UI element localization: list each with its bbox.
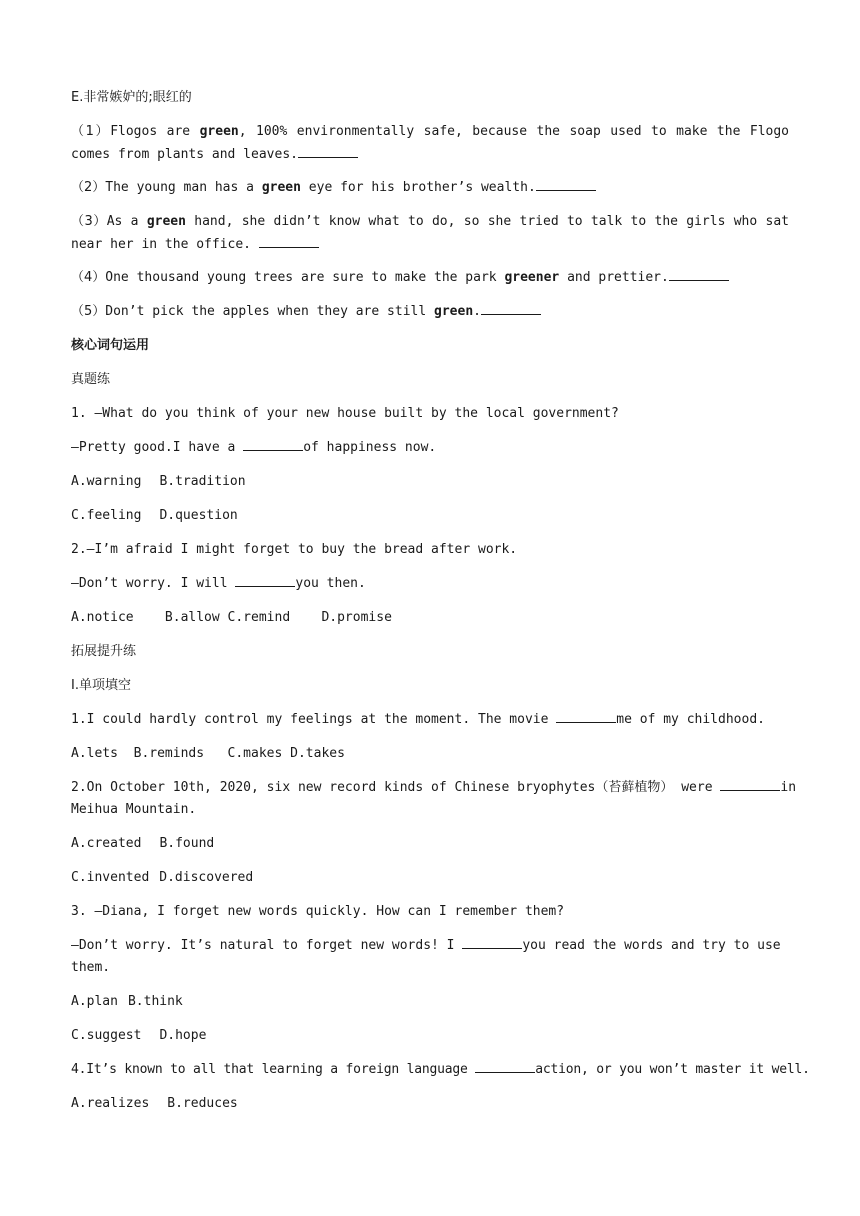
ext-q2-options-row1 bbox=[71, 832, 789, 855]
ext-q2-line2: Meihua Mountain. bbox=[71, 802, 197, 817]
item-text: you read the words and try to use bbox=[522, 938, 781, 953]
answer-blank[interactable] bbox=[475, 1059, 535, 1073]
option-b[interactable]: B.found bbox=[159, 836, 215, 851]
green-item-1 bbox=[71, 120, 789, 166]
item-text: in bbox=[780, 780, 797, 795]
real-q1-options-row2 bbox=[71, 504, 789, 527]
option-c[interactable]: C.feeling bbox=[71, 508, 142, 523]
option-e: E.非常嫉妒的;眼红的 bbox=[71, 90, 192, 105]
item-text: action, or you won’t master it well. bbox=[535, 1062, 810, 1077]
item-text: hand, she didn’t know what to do, so she tried to talk to the girls who sat near her in the office. bbox=[71, 214, 789, 252]
option-a[interactable]: A.realizes bbox=[71, 1096, 150, 1111]
ext-q3-answer-line2: them. bbox=[71, 960, 111, 975]
ext-q3-options-row2 bbox=[71, 1024, 789, 1047]
ext-q3-options-row1 bbox=[71, 990, 789, 1013]
option-b[interactable]: B.think bbox=[127, 994, 183, 1009]
green-item-3 bbox=[71, 210, 789, 256]
section-heading-ext: 拓展提升练 bbox=[71, 644, 137, 659]
ext-q2 bbox=[71, 776, 797, 799]
answer-blank[interactable] bbox=[720, 777, 780, 791]
option-c[interactable]: C.invented bbox=[71, 870, 150, 885]
item-number: （4） bbox=[71, 270, 106, 285]
item-number: （1） bbox=[71, 124, 111, 139]
item-number: （2） bbox=[71, 180, 106, 195]
item-text: 1.I could hardly control my feelings at the moment. The movie bbox=[71, 712, 557, 727]
item-text: and prettier. bbox=[559, 270, 669, 285]
item-text: —Don’t worry. It’s natural to forget new words! I bbox=[71, 938, 463, 953]
option-c[interactable]: C.suggest bbox=[71, 1028, 142, 1043]
green-item-2 bbox=[71, 176, 789, 199]
answer-blank[interactable] bbox=[235, 573, 295, 587]
ext-q2-options-row2 bbox=[71, 866, 789, 889]
item-text: Don’t pick the apples when they are still bbox=[105, 304, 435, 319]
option-b[interactable]: B.reduces bbox=[167, 1096, 238, 1111]
ext-q1 bbox=[71, 708, 789, 731]
item-text: 2.On October 10th, 2020, six new record kinds of Chinese bryophytes bbox=[71, 780, 596, 795]
item-text: were bbox=[673, 780, 721, 795]
keyword: green bbox=[434, 304, 474, 319]
option-d[interactable]: D.hope bbox=[159, 1028, 207, 1043]
section-heading-core: 核心词句运用 bbox=[71, 338, 150, 353]
item-text: you then. bbox=[295, 576, 366, 591]
option-a[interactable]: A.warning bbox=[71, 474, 142, 489]
item-text: of happiness now. bbox=[303, 440, 437, 455]
ext-q3-prompt: 3. —Diana, I forget new words quickly. How can I remember them? bbox=[71, 904, 565, 919]
answer-blank[interactable] bbox=[481, 301, 541, 315]
answer-blank[interactable] bbox=[556, 709, 616, 723]
item-text: —Pretty good.I have a bbox=[71, 440, 244, 455]
real-q2-prompt: 2.—I’m afraid I might forget to buy the bread after work. bbox=[71, 542, 518, 557]
ext-q4 bbox=[71, 1058, 810, 1081]
real-q1-options-row1 bbox=[71, 470, 789, 493]
item-number: （3） bbox=[71, 214, 107, 229]
option-d[interactable]: D.discovered bbox=[159, 870, 254, 885]
item-text: eye for his brother’s wealth. bbox=[300, 180, 536, 195]
keyword: green bbox=[199, 124, 239, 139]
real-q2-options: A.notice B.allow C.remind D.promise bbox=[71, 610, 392, 625]
option-b[interactable]: B.tradition bbox=[159, 474, 246, 489]
answer-blank[interactable] bbox=[462, 935, 522, 949]
answer-blank[interactable] bbox=[243, 437, 303, 451]
real-q2-answer bbox=[71, 572, 789, 595]
item-text: The young man has a bbox=[105, 180, 262, 195]
keyword: greener bbox=[504, 270, 560, 285]
answer-blank[interactable] bbox=[669, 267, 729, 281]
option-d[interactable]: D.question bbox=[159, 508, 238, 523]
item-text: 4.It’s known to all that learning a foreign language bbox=[71, 1062, 476, 1077]
keyword: green bbox=[261, 180, 301, 195]
green-item-4 bbox=[71, 266, 789, 289]
section-heading-single: Ⅰ.单项填空 bbox=[71, 678, 131, 693]
answer-blank[interactable] bbox=[536, 177, 596, 191]
item-text: . bbox=[473, 304, 481, 319]
item-text: —Don’t worry. I will bbox=[71, 576, 236, 591]
answer-blank[interactable] bbox=[298, 144, 358, 158]
item-text: As a bbox=[106, 214, 147, 229]
item-text: me of my childhood. bbox=[616, 712, 765, 727]
green-item-5 bbox=[71, 300, 789, 323]
answer-blank[interactable] bbox=[259, 234, 319, 248]
ext-q4-options bbox=[71, 1092, 789, 1115]
real-q1-answer bbox=[71, 436, 789, 459]
item-text: , 100% environmentally safe, because the soap used to make the Flogo comes from plants and leaves. bbox=[71, 124, 790, 162]
item-text: One thousand young trees are sure to make the park bbox=[105, 270, 505, 285]
ext-q3-answer bbox=[71, 934, 789, 957]
option-a[interactable]: A.plan bbox=[71, 994, 118, 1009]
item-number: （5） bbox=[71, 304, 106, 319]
option-a[interactable]: A.created bbox=[71, 836, 142, 851]
item-text: Flogos are bbox=[110, 124, 200, 139]
real-q1-prompt: 1. —What do you think of your new house built by the local government? bbox=[71, 406, 619, 421]
item-text: （苔藓植物） bbox=[595, 780, 674, 795]
ext-q1-options: A.lets B.reminds C.makes D.takes bbox=[71, 746, 345, 761]
section-heading-real: 真题练 bbox=[71, 372, 111, 387]
keyword: green bbox=[146, 214, 186, 229]
